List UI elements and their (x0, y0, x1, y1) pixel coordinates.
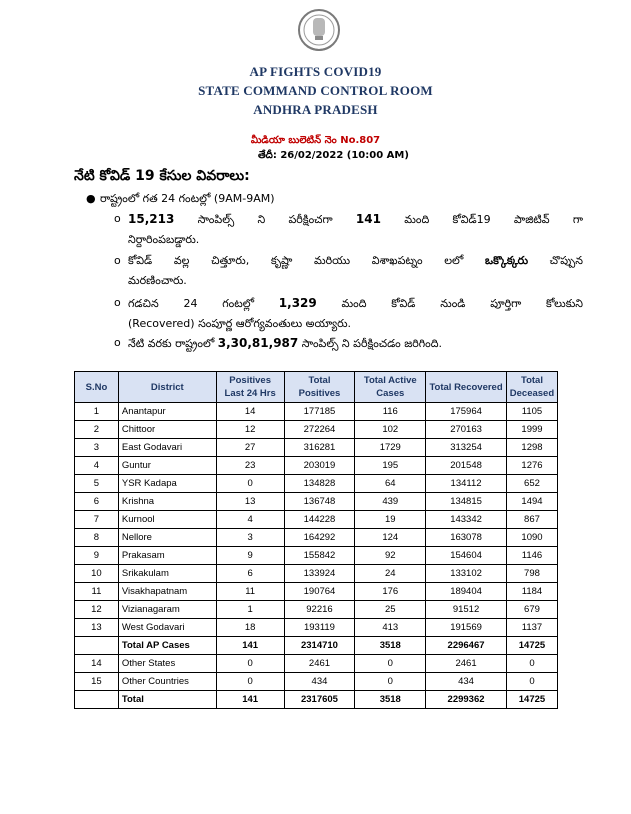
cell-sno: 2 (75, 421, 119, 439)
cell-active-cases: 0 (355, 673, 426, 691)
cell-total-positives: 133924 (284, 565, 355, 583)
cell-total-positives: 177185 (284, 403, 355, 421)
cell-sno (75, 691, 119, 709)
cell-district: West Godavari (118, 619, 216, 637)
cell-district: Total (118, 691, 216, 709)
header-deceased: Total Deceased (506, 372, 557, 403)
cell-sno: 5 (75, 475, 119, 493)
cell-sno: 7 (75, 511, 119, 529)
cell-district: Kurnool (118, 511, 216, 529)
cell-positives-24h: 9 (216, 547, 284, 565)
bulletin-date: తేదీ: 26/02/2022 (10:00 AM) (258, 150, 409, 161)
header-line-2: STATE COMMAND CONTROL ROOM (198, 83, 433, 98)
cell-deceased: 1184 (506, 583, 557, 601)
cell-positives-24h: 27 (216, 439, 284, 457)
cell-active-cases: 0 (355, 655, 426, 673)
cell-district: Srikakulam (118, 565, 216, 583)
cell-total-positives: 2314710 (284, 637, 355, 655)
cell-recovered: 270163 (426, 421, 507, 439)
cell-total-positives: 155842 (284, 547, 355, 565)
cell-sno: 6 (75, 493, 119, 511)
cell-active-cases: 19 (355, 511, 426, 529)
sub-item-total-samples: o నేటి వరకు రాష్ట్రంలో 3,30,81,987 సాంపిల్స్ ని పరీక్షించడం జరిగింది. (128, 333, 442, 354)
cell-recovered: 134112 (426, 475, 507, 493)
cell-total-positives: 203019 (284, 457, 355, 475)
table-row (75, 619, 558, 637)
cell-deceased: 798 (506, 565, 557, 583)
cell-district: Anantapur (118, 403, 216, 421)
header-positives-24h: Positives Last 24 Hrs (216, 372, 284, 403)
cell-total-positives: 272264 (284, 421, 355, 439)
cell-positives-24h: 4 (216, 511, 284, 529)
table-row (75, 511, 558, 529)
cell-active-cases: 116 (355, 403, 426, 421)
cell-active-cases: 64 (355, 475, 426, 493)
bullet-dot-icon: ● (86, 192, 96, 205)
cell-recovered: 2461 (426, 655, 507, 673)
cell-positives-24h: 11 (216, 583, 284, 601)
cell-deceased: 14725 (506, 637, 557, 655)
cell-active-cases: 195 (355, 457, 426, 475)
cell-positives-24h: 6 (216, 565, 284, 583)
circle-bullet-icon: o (114, 212, 121, 225)
cell-positives-24h: 0 (216, 673, 284, 691)
cell-recovered: 134815 (426, 493, 507, 511)
cell-total-positives: 134828 (284, 475, 355, 493)
cell-active-cases: 25 (355, 601, 426, 619)
cell-sno: 10 (75, 565, 119, 583)
cell-deceased: 867 (506, 511, 557, 529)
cell-district: Guntur (118, 457, 216, 475)
cell-deceased: 1276 (506, 457, 557, 475)
table-row (75, 421, 558, 439)
cell-total-positives: 136748 (284, 493, 355, 511)
table-row (75, 655, 558, 673)
cell-positives-24h: 0 (216, 475, 284, 493)
bullet-text: రాష్ట్రంలో గత 24 గంటల్లో (9AM-9AM) (100, 192, 275, 205)
cell-positives-24h: 141 (216, 637, 284, 655)
cell-active-cases: 439 (355, 493, 426, 511)
cell-total-positives: 434 (284, 673, 355, 691)
cell-deceased: 1105 (506, 403, 557, 421)
cell-district: Other States (118, 655, 216, 673)
header-line-3: ANDHRA PRADESH (253, 102, 378, 117)
cell-district: Total AP Cases (118, 637, 216, 655)
cell-sno: 9 (75, 547, 119, 565)
cell-active-cases: 3518 (355, 691, 426, 709)
cell-sno: 11 (75, 583, 119, 601)
cell-total-positives: 164292 (284, 529, 355, 547)
circle-bullet-icon: o (114, 254, 121, 267)
header-sno: S.No (75, 372, 119, 403)
cell-deceased: 652 (506, 475, 557, 493)
cell-recovered: 201548 (426, 457, 507, 475)
table-row (75, 457, 558, 475)
cell-active-cases: 102 (355, 421, 426, 439)
cell-deceased: 0 (506, 655, 557, 673)
cell-recovered: 175964 (426, 403, 507, 421)
table-row (75, 403, 558, 421)
cell-sno: 14 (75, 655, 119, 673)
circle-bullet-icon: o (114, 336, 121, 349)
cell-active-cases: 124 (355, 529, 426, 547)
cell-sno (75, 637, 119, 655)
cell-district: East Godavari (118, 439, 216, 457)
cell-deceased: 0 (506, 673, 557, 691)
cell-sno: 8 (75, 529, 119, 547)
cell-deceased: 1999 (506, 421, 557, 439)
header-recovered: Total Recovered (426, 372, 507, 403)
cell-recovered: 191569 (426, 619, 507, 637)
cell-district: Vizianagaram (118, 601, 216, 619)
cell-active-cases: 24 (355, 565, 426, 583)
sub-item-samples-tested: o 15,213 సాంపిల్స్ ని పరీక్షించగా 141 మంది కోవిడ్19 పాజిటివ్ గా నిర్దారింపబడ్డారు. (128, 209, 583, 250)
cell-positives-24h: 12 (216, 421, 284, 439)
cell-total-positives: 316281 (284, 439, 355, 457)
cell-total-positives: 2461 (284, 655, 355, 673)
sub-item-recovered: o గడచిన 24 గంటల్లో 1,329 మంది కోవిడ్ నుండి పూర్తిగా కోలుకుని (Recovered) సంపూర్ణ ఆరోగ్యవంతులు అయ్యారు. (128, 293, 583, 334)
cell-sno: 4 (75, 457, 119, 475)
district-cases-table (74, 371, 558, 709)
total-ap-row (75, 637, 558, 655)
bulletin-number: మీడియా బులెటిన్ నెం No.807 (250, 135, 381, 146)
cell-recovered: 189404 (426, 583, 507, 601)
table-row (75, 547, 558, 565)
cell-district: Prakasam (118, 547, 216, 565)
cell-deceased: 1090 (506, 529, 557, 547)
cell-recovered: 2296467 (426, 637, 507, 655)
cell-total-positives: 193119 (284, 619, 355, 637)
table-row (75, 673, 558, 691)
cell-district: Other Countries (118, 673, 216, 691)
cell-total-positives: 92216 (284, 601, 355, 619)
cell-active-cases: 3518 (355, 637, 426, 655)
table-row (75, 475, 558, 493)
cell-district: Visakhapatnam (118, 583, 216, 601)
cell-sno: 3 (75, 439, 119, 457)
cell-deceased: 1137 (506, 619, 557, 637)
cell-deceased: 1146 (506, 547, 557, 565)
cell-recovered: 434 (426, 673, 507, 691)
cell-positives-24h: 1 (216, 601, 284, 619)
header-active-cases: Total Active Cases (355, 372, 426, 403)
cell-recovered: 133102 (426, 565, 507, 583)
cell-recovered: 163078 (426, 529, 507, 547)
cell-sno: 15 (75, 673, 119, 691)
grand-total-row (75, 691, 558, 709)
cell-positives-24h: 0 (216, 655, 284, 673)
cell-deceased: 1298 (506, 439, 557, 457)
cell-district: Chittoor (118, 421, 216, 439)
cell-district: Nellore (118, 529, 216, 547)
cell-deceased: 14725 (506, 691, 557, 709)
ap-emblem-logo (297, 6, 341, 56)
cell-district: YSR Kadapa (118, 475, 216, 493)
cell-positives-24h: 141 (216, 691, 284, 709)
cell-sno: 12 (75, 601, 119, 619)
circle-bullet-icon: o (114, 296, 121, 309)
cell-deceased: 1494 (506, 493, 557, 511)
table-header-row (75, 372, 558, 403)
header-total-positives: Total Positives (284, 372, 355, 403)
cell-recovered: 154604 (426, 547, 507, 565)
cell-total-positives: 190764 (284, 583, 355, 601)
cell-recovered: 313254 (426, 439, 507, 457)
table-row (75, 529, 558, 547)
table-row (75, 493, 558, 511)
header-line-1: AP FIGHTS COVID19 (249, 64, 382, 79)
header-district: District (118, 372, 216, 403)
section-title: నేటి కోవిడ్ 19 కేసుల వివరాలు: (74, 168, 250, 184)
cell-sno: 13 (75, 619, 119, 637)
cell-deceased: 679 (506, 601, 557, 619)
cell-total-positives: 2317605 (284, 691, 355, 709)
cell-recovered: 2299362 (426, 691, 507, 709)
cell-active-cases: 92 (355, 547, 426, 565)
table-row (75, 583, 558, 601)
cell-positives-24h: 18 (216, 619, 284, 637)
sub-item-deaths: o కోవిడ్ వల్ల చిత్తూరు, కృష్ణా మరియు విశాఖపట్నం లలో ఒక్కొక్కరు చొప్పున మరణించారు. (128, 251, 583, 291)
cell-active-cases: 1729 (355, 439, 426, 457)
cell-recovered: 143342 (426, 511, 507, 529)
cell-sno: 1 (75, 403, 119, 421)
cell-total-positives: 144228 (284, 511, 355, 529)
table-row (75, 601, 558, 619)
cell-positives-24h: 23 (216, 457, 284, 475)
cell-positives-24h: 13 (216, 493, 284, 511)
cell-positives-24h: 3 (216, 529, 284, 547)
cell-active-cases: 176 (355, 583, 426, 601)
table-row (75, 565, 558, 583)
cell-recovered: 91512 (426, 601, 507, 619)
table-row (75, 439, 558, 457)
cell-active-cases: 413 (355, 619, 426, 637)
cell-positives-24h: 14 (216, 403, 284, 421)
cell-district: Krishna (118, 493, 216, 511)
